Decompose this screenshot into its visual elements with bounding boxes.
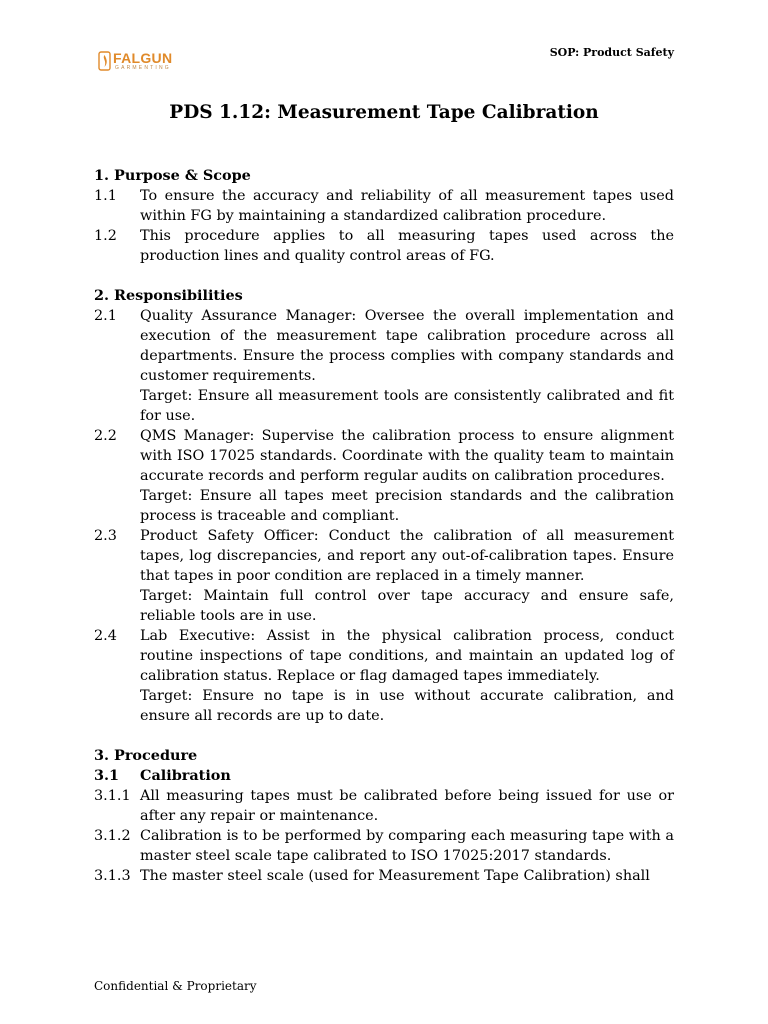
item-number: 3.1.2 <box>94 828 131 844</box>
subsection-number: 3.1 <box>94 767 120 784</box>
list-item <box>94 826 674 866</box>
list-item <box>94 786 674 826</box>
list-item <box>94 306 674 426</box>
item-target: Target: Ensure all tapes meet precision standards and the calibration process is traceable and compliant. <box>140 488 674 524</box>
item-number: 3.1.1 <box>94 788 131 804</box>
item-text: This procedure applies to all measuring tapes used across the production lines and quality control areas of FG. <box>140 228 674 264</box>
item-number: 2.1 <box>94 308 117 324</box>
company-logo <box>98 50 188 72</box>
document-body <box>94 166 674 886</box>
item-text: All measuring tapes must be calibrated before being issued for use or after any repair or maintenance. <box>140 788 674 824</box>
logo-subtitle: GARMENTING <box>115 65 171 71</box>
item-text: The master steel scale (used for Measurement Tape Calibration) shall <box>140 868 650 884</box>
list-item <box>94 866 674 886</box>
page-title: PDS 1.12: Measurement Tape Calibration <box>169 102 599 123</box>
item-number: 2.4 <box>94 628 117 644</box>
item-target: Target: Ensure no tape is in use without accurate calibration, and ensure all records are up to date. <box>140 688 674 724</box>
section-heading-procedure: 3. Procedure <box>94 747 198 764</box>
item-target: Target: Maintain full control over tape accuracy and ensure safe, reliable tools are in use. <box>140 588 674 624</box>
list-item <box>94 226 674 266</box>
document-label: SOP: Product Safety <box>549 46 674 59</box>
item-text: To ensure the accuracy and reliability of all measurement tapes used within FG by maintaining a standardized calibration procedure. <box>140 188 674 224</box>
item-target: Target: Ensure all measurement tools are consistently calibrated and fit for use. <box>140 388 674 424</box>
section-heading-purpose: 1. Purpose & Scope <box>94 167 251 184</box>
subsection-title: Calibration <box>140 767 231 784</box>
list-item <box>94 186 674 226</box>
subsection-heading <box>94 766 674 786</box>
item-number: 3.1.3 <box>94 868 131 884</box>
item-number: 1.1 <box>94 188 117 204</box>
item-number: 2.3 <box>94 528 117 544</box>
section-heading-responsibilities: 2. Responsibilities <box>94 287 243 304</box>
list-item <box>94 526 674 626</box>
list-item <box>94 626 674 726</box>
item-number: 2.2 <box>94 428 117 444</box>
item-text: QMS Manager: Supervise the calibration process to ensure alignment with ISO 17025 standards. Coordinate with the quality team to maintain accurate records and perform regular audits on calibration procedures. <box>140 428 674 484</box>
item-text: Lab Executive: Assist in the physical calibration process, conduct routine inspections of tape conditions, and maintain an updated log of calibration status. Replace or flag damaged tapes immediately. <box>140 628 674 684</box>
footer-confidential: Confidential & Proprietary <box>94 979 257 993</box>
item-text: Calibration is to be performed by comparing each measuring tape with a master steel scale tape calibrated to ISO 17025:2017 standards. <box>140 828 674 864</box>
item-text: Product Safety Officer: Conduct the calibration of all measurement tapes, log discrepancies, and report any out-of-calibration tapes. Ensure that tapes in poor condition are replaced in a timely manner. <box>140 528 674 584</box>
list-item <box>94 426 674 526</box>
item-number: 1.2 <box>94 228 117 244</box>
item-text: Quality Assurance Manager: Oversee the overall implementation and execution of the measurement tape calibration procedure across all departments. Ensure the process complies with company standards and customer requirements. <box>140 308 674 384</box>
flame-logo-icon <box>98 51 111 71</box>
logo-wordmark: FALGUN <box>113 50 173 66</box>
